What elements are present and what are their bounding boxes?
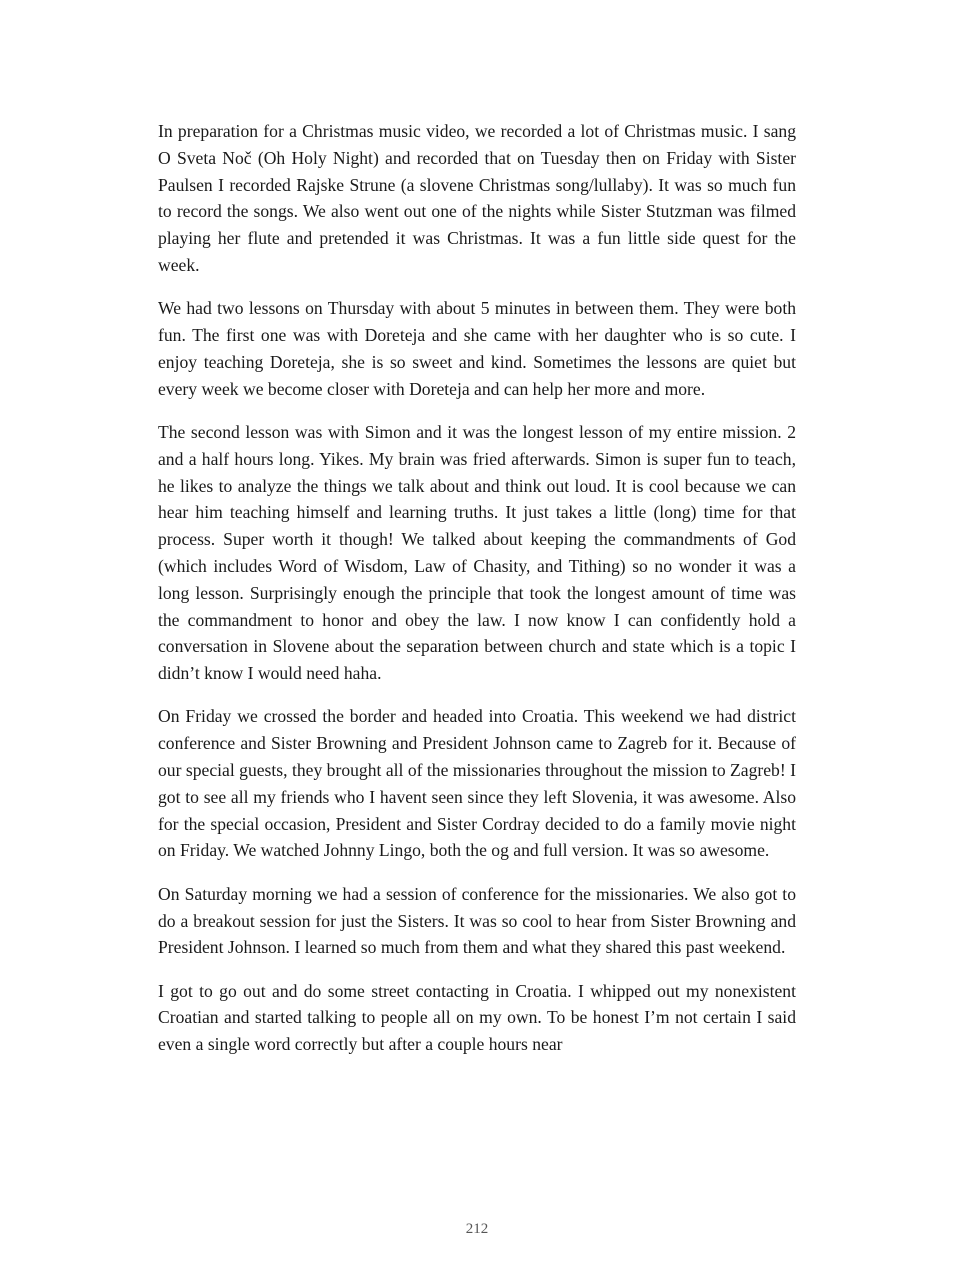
paragraph-christmas-music: In preparation for a Christmas music video, we recorded a lot of Christmas music. I sang O Sveta Noč (Oh Holy Night) and recorded that on Tuesday then on Friday with Sister Paulsen I recorded Rajske Strune (a slovene Christmas song/lullaby). It was so much fun to record the songs. We also went out one of the nights while Sister Stutzman was filmed playing her flute and pretended it was Christmas. It was a fun little side quest for the week.	[158, 121, 796, 275]
paragraph-street-contacting: I got to go out and do some street contacting in Croatia. I whipped out my nonexistent Croatian and started talking to people all on my own. To be honest I’m not certain I said even a single word correctly but after a couple hours near	[158, 980, 796, 1055]
page-body	[158, 118, 796, 1075]
paragraph-simon-lesson: The second lesson was with Simon and it was the longest lesson of my entire mission. 2 and a half hours long. Yikes. My brain was fried afterwards. Simon is super fun to teach, he likes to analyze the things we talk about and think out loud. It is cool because we can hear him teaching himself and learning truths. It just takes a little (long) time for that process. Super worth it though! We talked about keeping the commandments of God (which includes Word of Wisdom, Law of Chasity, and Tithing) so no wonder it was a long lesson. Surprisingly enough the principle that took the longest amount of time was the commandment to honor and obey the law. I now know I can confidently hold a conversation in Slovene about the separation between church and state which is a topic I didn’t know I would need haha.	[158, 421, 796, 684]
paragraph-croatia-conference: On Friday we crossed the border and headed into Croatia. This weekend we had district conference and Sister Browning and President Johnson came to Zagreb for it. Because of our special guests, they brought all of the missionaries throughout the mission to Zagreb! I got to see all my friends who I havent seen since they left Slovenia, it was awesome. Also for the special occasion, President and Sister Cordray decided to do a family movie night on Friday. We watched Johnny Lingo, both the og and full version. It was so awesome.	[158, 706, 796, 861]
paragraph-saturday-session: On Saturday morning we had a session of conference for the missionaries. We also got to do a breakout session for just the Sisters. It was so cool to hear from Sister Browning and President Johnson. I learned so much from them and what they shared this past weekend.	[158, 883, 796, 958]
page-number: 212	[465, 1221, 489, 1237]
paragraph-thursday-lessons: We had two lessons on Thursday with about 5 minutes in between them. They were both fun. The first one was with Doreteja and she came with her daughter who is so cute. I enjoy teaching Doreteja, she is so sweet and kind. Sometimes the lessons are quiet but every week we become closer with Doreteja and can help her more and more.	[158, 298, 796, 399]
